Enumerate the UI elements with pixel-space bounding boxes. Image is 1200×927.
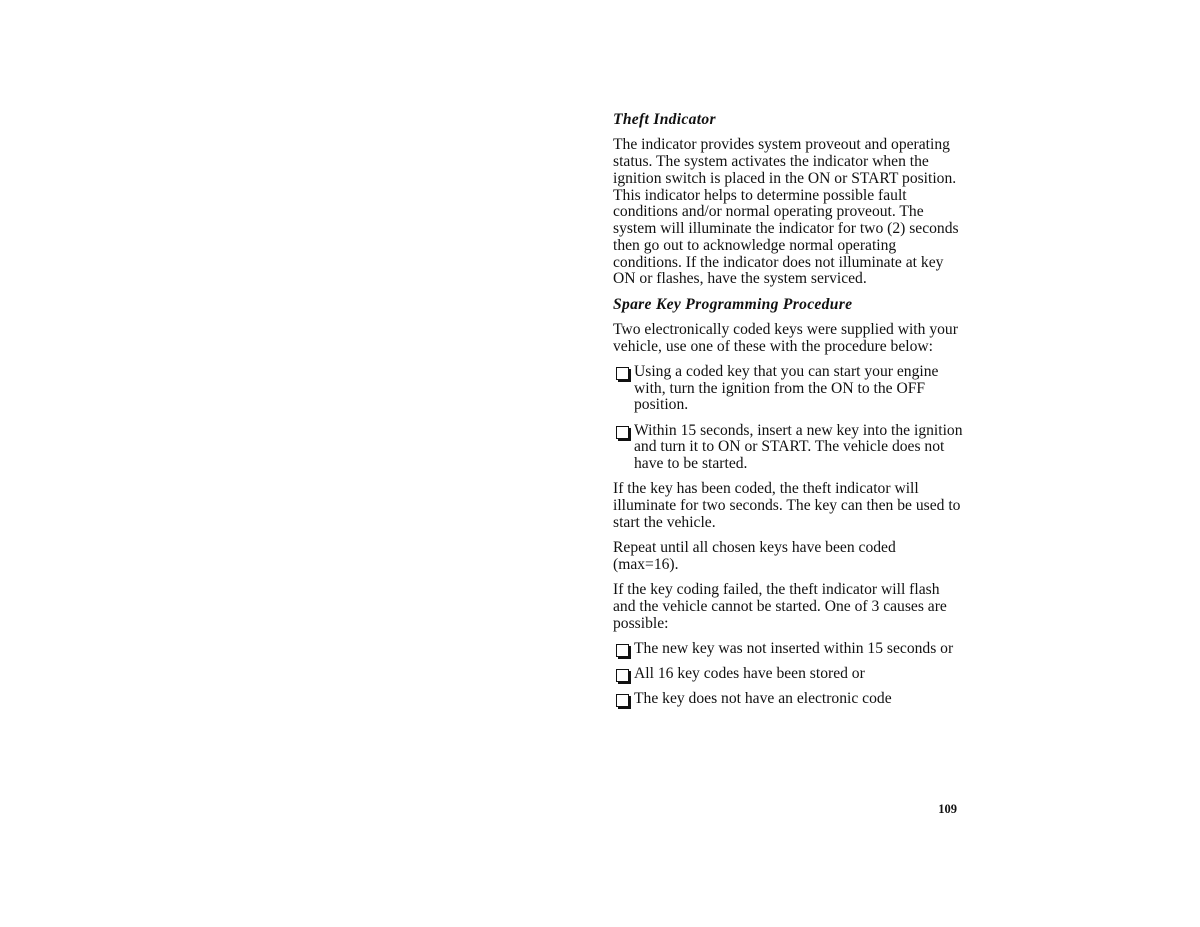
failure-cause-2 — [613, 666, 963, 683]
checkbox-bullet-icon — [616, 669, 629, 682]
failure-cause-text: The key does not have an electronic code — [634, 690, 892, 708]
manual-page-content — [613, 112, 963, 717]
checkbox-bullet-icon — [616, 367, 629, 380]
spare-key-intro-paragraph: Two electronically coded keys were supplied with your vehicle, use one of these with the procedure below: — [613, 320, 958, 355]
procedure-step-1 — [613, 364, 963, 414]
procedure-step-text: Within 15 seconds, insert a new key into the ignition and turn it to ON or START. The vehicle does not have to be started. — [634, 421, 963, 472]
section-heading-spare-key-programming: Spare Key Programming Procedure — [613, 295, 853, 313]
procedure-step-text: Using a coded key that you can start your engine with, turn the ignition from the ON to the OFF position. — [634, 362, 939, 414]
repeat-paragraph: Repeat until all chosen keys have been coded (max=16). — [613, 539, 896, 573]
section-heading-theft-indicator: Theft Indicator — [613, 111, 716, 128]
failure-cause-1 — [613, 641, 963, 658]
failure-cause-text: All 16 key codes have been stored or — [634, 665, 865, 682]
key-coded-paragraph: If the key has been coded, the theft indicator will illuminate for two seconds. The key can then be used to start the vehicle. — [613, 480, 961, 531]
checkbox-bullet-icon — [616, 644, 629, 657]
failure-cause-3 — [613, 691, 963, 708]
checkbox-bullet-icon — [616, 426, 629, 439]
procedure-step-2 — [613, 423, 963, 473]
theft-indicator-paragraph: The indicator provides system proveout and operating status. The system activates the indicator when the ignition switch is placed in the ON or START position. This indicator helps to determine possible fault conditions and/or normal operating proveout. The system will illuminate the indicator for two (2) seconds then go out to acknowledge normal operating conditions. If the indicator does not illuminate at key ON or flashes, have the system serviced. — [613, 136, 959, 288]
page-number: 109 — [938, 802, 957, 816]
coding-failed-paragraph: If the key coding failed, the theft indicator will flash and the vehicle cannot be started. One of 3 causes are possible: — [613, 581, 947, 632]
checkbox-bullet-icon — [616, 694, 629, 707]
failure-cause-text: The new key was not inserted within 15 seconds or — [634, 639, 954, 657]
